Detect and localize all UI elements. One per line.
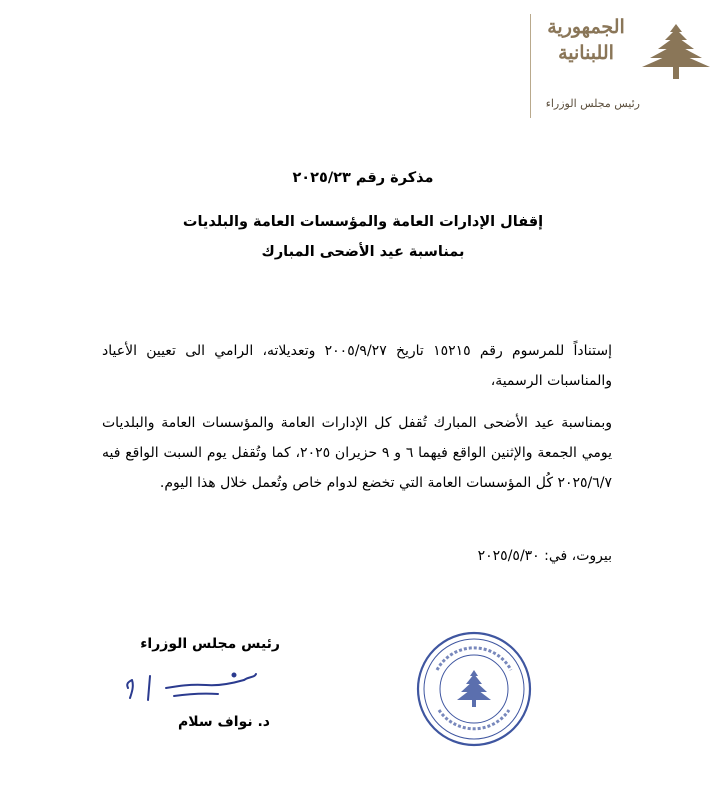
official-seal-stamp — [415, 630, 533, 748]
body-paragraph-2: وبمناسبة عيد الأضحى المبارك تُقفل كل الإدارات العامة والمؤسسات العامة والبلديات يومي الجمعة والإثنين الواقع فيهما ٦ و ٩ حزيران ٢٠٢٥، كما وتُقفل يوم السبت الواقع فيه ٢٠٢٥/٦/٧ كُل المؤسسات العامة التي تخضع لدوام خاص وتُعمل خلال هذا اليوم. — [102, 415, 612, 491]
cedar-tree-icon — [640, 22, 712, 80]
date-line: بيروت، في: ٢٠٢٥/٥/٣٠ — [477, 548, 612, 564]
memo-subject-line-2: بمناسبة عيد الأضحى المبارك — [261, 244, 465, 260]
signatory-title: رئيس مجلس الوزراء — [140, 636, 280, 652]
body-paragraph-1: إستناداً للمرسوم رقم ١٥٢١٥ تاريخ ٢٠٠٥/٩/٢٧ وتعديلاته، الرامي الى تعيين الأعياد والمناسبات الرسمية، — [102, 343, 613, 389]
office-name: رئيس مجلس الوزراء — [545, 97, 640, 110]
memo-title: مذكرة رقم ٢٠٢٥/٢٣ — [292, 170, 434, 186]
memo-subject-line-1: إقفال الإدارات العامة والمؤسسات العامة والبلديات — [182, 214, 544, 230]
signatory-name: د. نواف سلام — [177, 714, 270, 730]
letterhead-divider — [530, 14, 531, 118]
handwritten-signature — [118, 666, 268, 712]
republic-name: الجمهورية اللبنانية — [547, 16, 625, 64]
